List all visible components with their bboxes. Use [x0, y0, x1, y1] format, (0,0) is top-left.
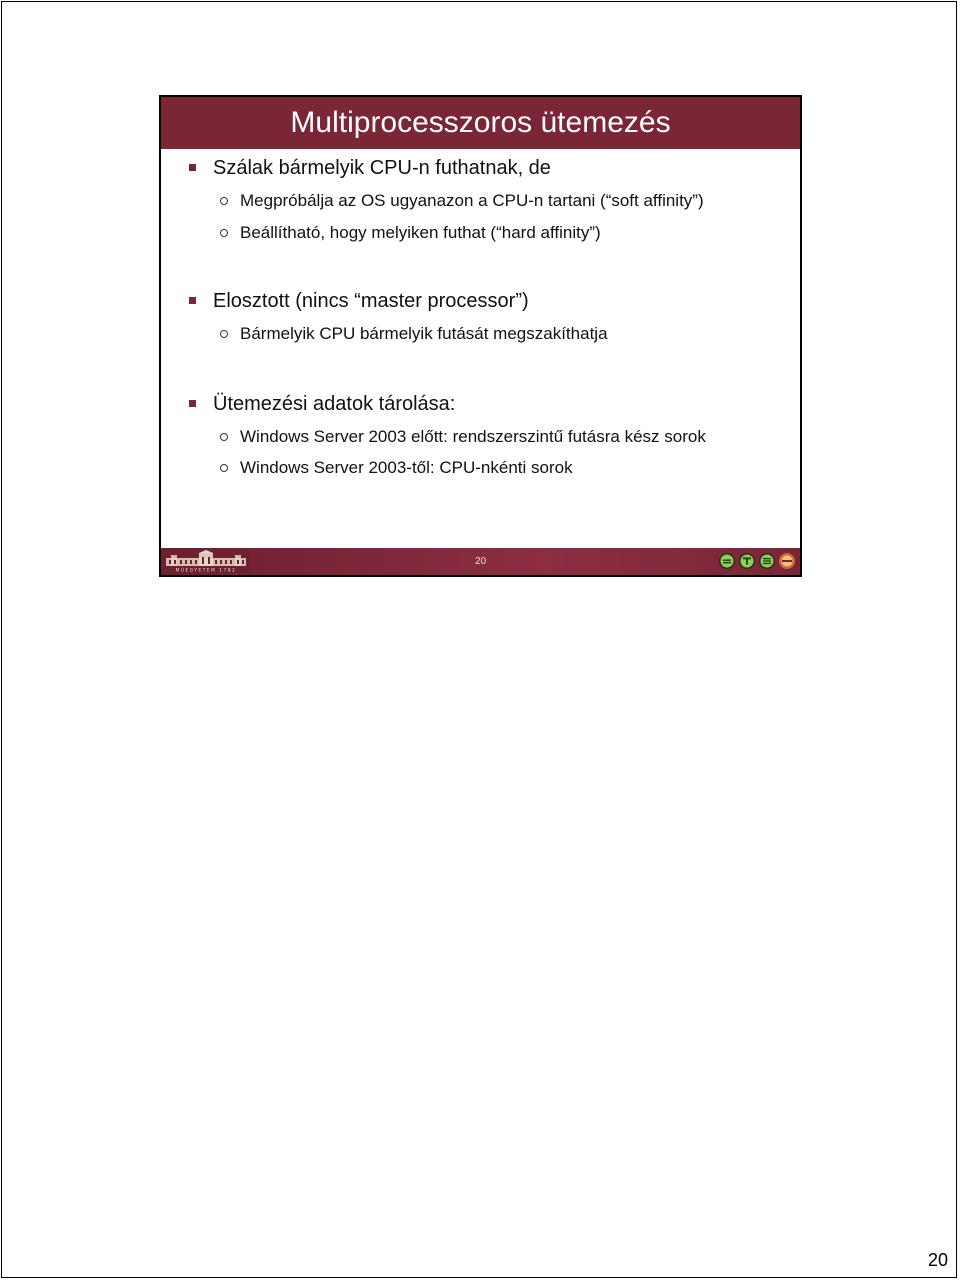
slide-title: Multiprocesszoros ütemezés [290, 106, 671, 139]
svg-text:MŰEGYETEM 1782: MŰEGYETEM 1782 [175, 567, 237, 573]
square-bullet-icon [189, 297, 196, 304]
slide-footer [161, 548, 800, 575]
t-nav-icon[interactable] [738, 552, 756, 570]
slide-number: 20 [474, 556, 487, 567]
circle-bullet-icon [220, 330, 228, 338]
square-bullet-icon [189, 164, 196, 171]
list-nav-icon[interactable] [758, 552, 776, 570]
circle-bullet-icon [220, 433, 228, 441]
nav-icons [718, 552, 798, 572]
page-number: 20 [927, 1250, 948, 1270]
circle-bullet-icon [220, 229, 228, 237]
green-nav-icon[interactable] [718, 552, 736, 570]
ftsrg-logo-icon [778, 552, 796, 570]
circle-bullet-icon [220, 197, 228, 205]
square-bullet-icon [189, 400, 196, 407]
circle-bullet-icon [220, 464, 228, 472]
slide: Multiprocesszoros ütemezés Szálak bármelyik CPU-n futhatnak, de Megpróbálja az OS ugyanazon a CPU-n tartani (“soft affinity”) Beállítható, hogy melyiken futhat (“hard affinity”) Elosztott (nincs “master processor”) Bármelyik CPU bármelyik futását megszakíthatja Ütemezési adatok tárolása: Windows Server 2003 előtt: rendszerszintű futásra kész sorok Windows Server 2003-től: CPU-nkénti sorok MŰEGYETEM 1782 20 [159, 95, 802, 577]
slide-header [161, 97, 800, 149]
